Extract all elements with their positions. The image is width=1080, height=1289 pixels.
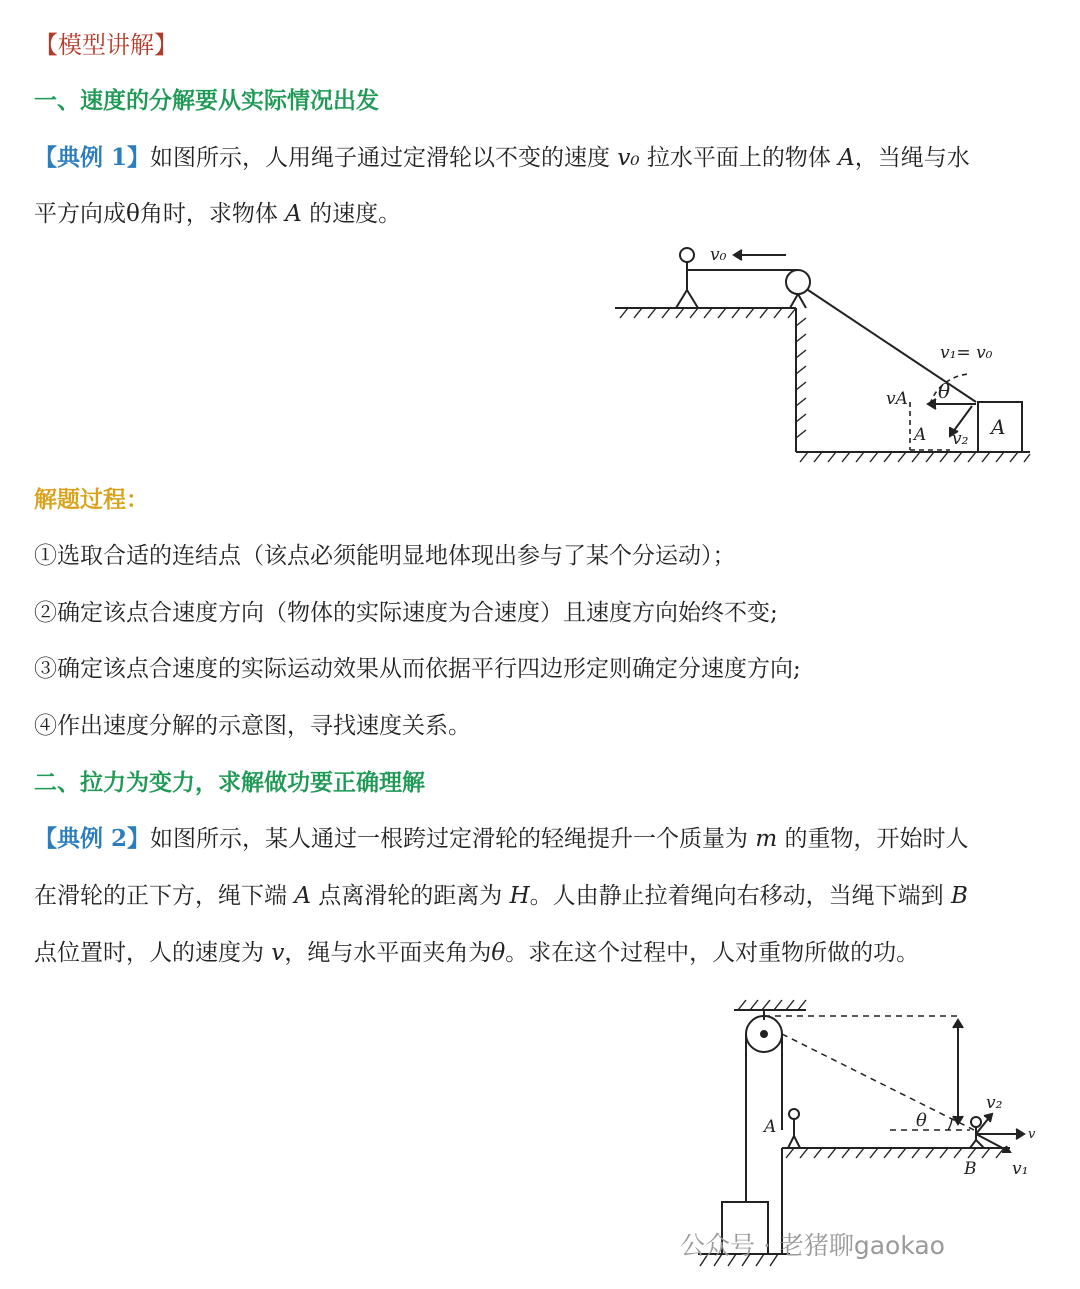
ex2-text: 如图所示，某人通过一根跨过定滑轮的轻绳提升一个质量为 bbox=[150, 826, 756, 852]
ex1-text: 的速度。 bbox=[301, 201, 402, 227]
ex1-A: A bbox=[838, 145, 855, 171]
figure-1-pulley-diagram bbox=[610, 238, 1040, 468]
ex2-text: 在滑轮的正下方，绳下端 bbox=[34, 883, 295, 909]
ex1-A: A bbox=[285, 201, 302, 227]
fig1-A-box-label: A bbox=[991, 415, 1006, 439]
ex1-text: 平方向成θ角时，求物体 bbox=[34, 201, 286, 227]
ex2-A: A bbox=[294, 883, 311, 909]
ex2-text: 点位置时，人的速度为 bbox=[34, 940, 272, 966]
ex2-text: 点离滑轮的距离为 bbox=[310, 883, 510, 909]
example-2-line-1 bbox=[34, 822, 1050, 856]
ex2-H: H bbox=[509, 883, 530, 909]
ex2-text: ，绳与水平面夹角为 bbox=[284, 940, 492, 966]
ex2-theta: θ bbox=[491, 940, 506, 966]
fig2-theta-label: θ bbox=[916, 1110, 927, 1131]
example-1-line-1 bbox=[34, 141, 1050, 175]
ex2-text: 。求在这个过程中，人对重物所做的功。 bbox=[505, 940, 920, 966]
example-2-line-3 bbox=[34, 936, 1050, 970]
ex2-m: m bbox=[755, 826, 778, 852]
fig2-v-label: v bbox=[1028, 1127, 1036, 1142]
fig2-B-label: B bbox=[964, 1159, 977, 1179]
fig2-A-label: A bbox=[764, 1117, 777, 1137]
example-2-line-2 bbox=[34, 879, 1050, 913]
fig1-theta-label: θ bbox=[938, 379, 951, 403]
fig1-v2-label: v₂ bbox=[952, 429, 969, 449]
fig2-v2-label: v₂ bbox=[986, 1093, 1003, 1113]
example-2-tag: 【典例 2】 bbox=[34, 825, 151, 852]
ex1-text: 如图所示，人用绳子通过定滑轮以不变的速度 bbox=[150, 145, 618, 171]
heading-2: 二、拉力为变力，求解做功要正确理解 bbox=[34, 770, 425, 796]
ex2-text: 。人由静止拉着绳向右移动，当绳下端到 bbox=[529, 883, 951, 909]
fig2-v1-label: v₁ bbox=[1012, 1159, 1029, 1179]
ex1-text: ，当绳与水 bbox=[854, 145, 970, 171]
step-2: ②确定该点合速度方向（物体的实际速度为合速度）且速度方向始终不变; bbox=[34, 600, 778, 626]
ex1-v0: v₀ bbox=[617, 145, 640, 171]
fig1-v0-label: v₀ bbox=[710, 245, 727, 265]
fig1-v1-label: v₁= v₀ bbox=[940, 343, 993, 363]
ex1-text: 拉水平面上的物体 bbox=[639, 145, 839, 171]
ex2-v: v bbox=[271, 940, 285, 966]
solution-title: 解题过程： bbox=[34, 487, 149, 513]
fig1-A-prime-label: A bbox=[914, 425, 927, 445]
example-1-line-2 bbox=[34, 197, 1050, 231]
heading-1: 一、速度的分解要从实际情况出发 bbox=[34, 88, 379, 114]
ex2-B: B bbox=[950, 883, 968, 909]
watermark: 公众号 · 老猪聊gaokao bbox=[680, 1231, 945, 1260]
section-title: 【模型讲解】 bbox=[34, 31, 178, 59]
step-1: ①选取合适的连结点（该点必须能明显地体现出参与了某个分运动）； bbox=[34, 543, 736, 569]
fig1-vA-label: vA bbox=[886, 389, 908, 409]
ex2-text: 的重物，开始时人 bbox=[777, 826, 969, 852]
step-3: ③确定该点合速度的实际运动效果从而依据平行四边形定则确定分速度方向; bbox=[34, 656, 801, 682]
example-1-tag: 【典例 1】 bbox=[34, 144, 151, 171]
step-4: ④作出速度分解的示意图，寻找速度关系。 bbox=[34, 713, 471, 739]
